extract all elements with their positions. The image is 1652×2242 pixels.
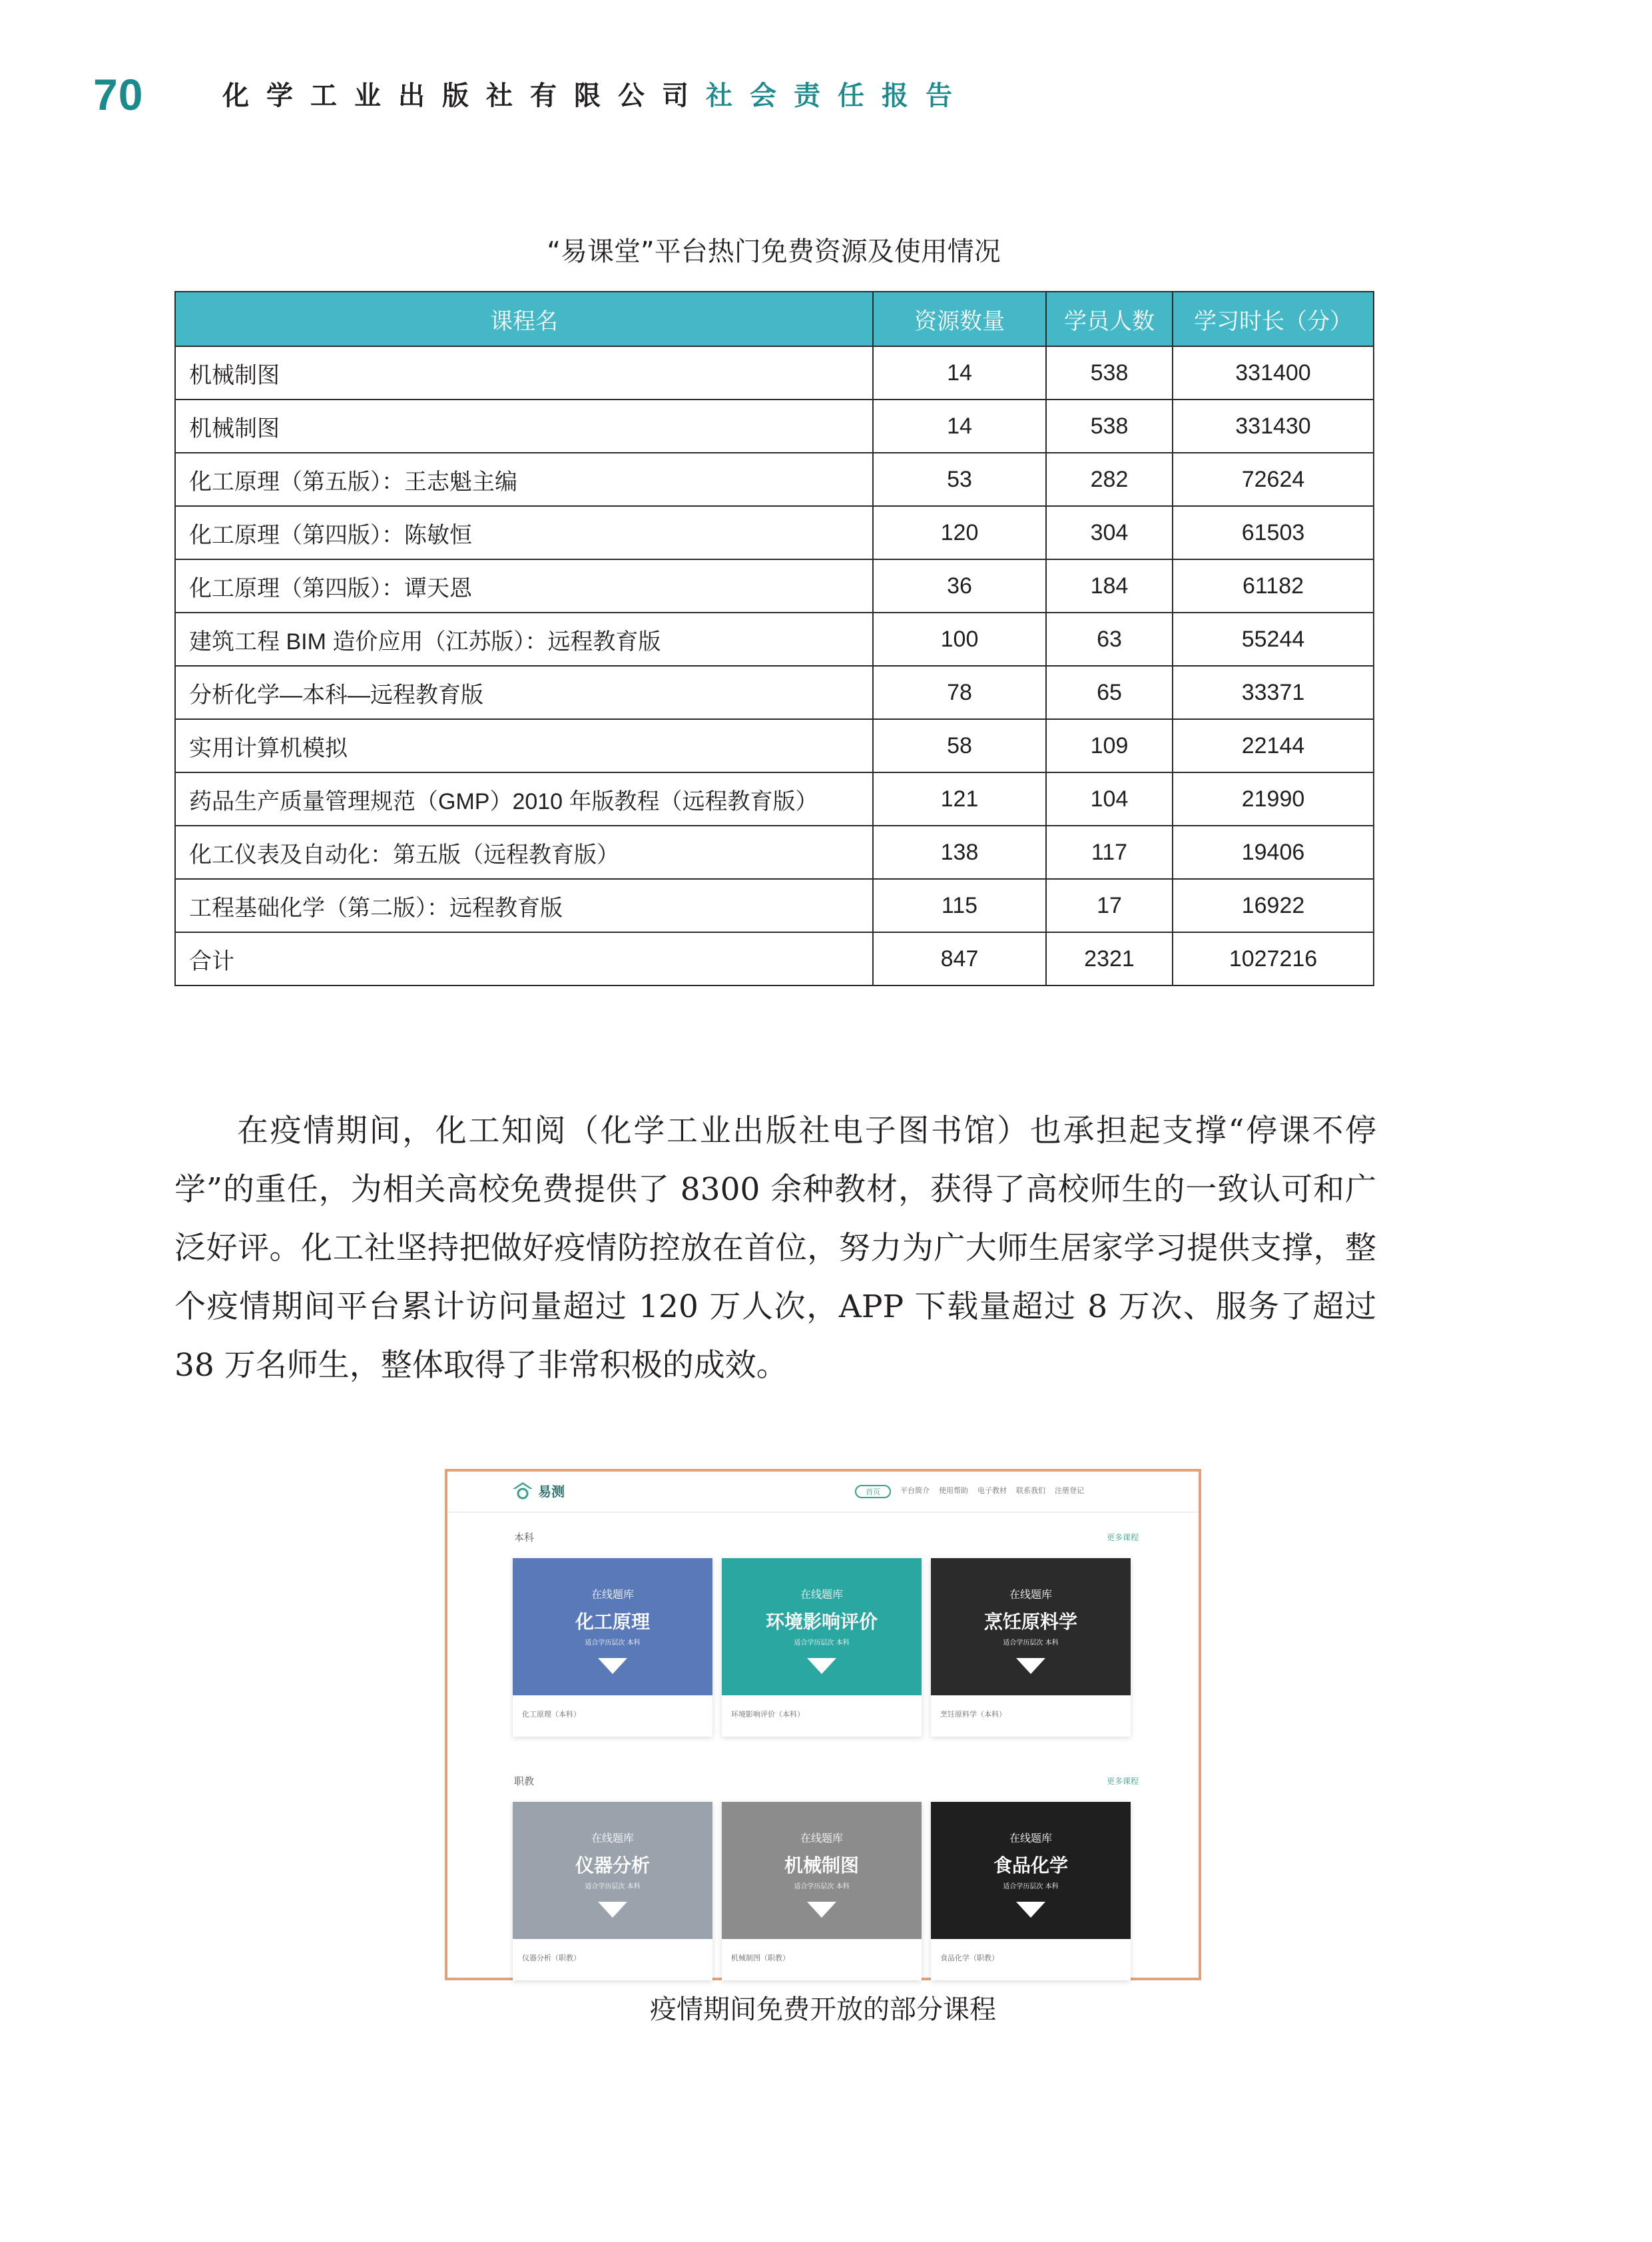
number-cell: 36 xyxy=(873,559,1046,613)
logo-icon xyxy=(511,1481,534,1501)
more-link: 更多课程 xyxy=(1106,1533,1139,1542)
course-name-cell: 化工原理（第五版）：王志魁主编 xyxy=(175,453,873,506)
course-card xyxy=(722,1558,922,1737)
number-cell: 120 xyxy=(873,506,1046,559)
number-cell: 847 xyxy=(873,932,1046,985)
number-cell: 21990 xyxy=(1173,772,1374,826)
table-title: “易课堂”平台热门免费资源及使用情况 xyxy=(547,236,1001,267)
nav-item: 使用帮助 xyxy=(939,1486,968,1495)
section-label: 本科 xyxy=(514,1532,535,1543)
course-card xyxy=(931,1558,1131,1737)
body-text xyxy=(174,1102,1376,1395)
figure-caption: 疫情期间免费开放的部分课程 xyxy=(650,1994,996,2025)
number-cell: 109 xyxy=(1046,719,1173,772)
screenshot-topbar xyxy=(447,1472,1199,1513)
nav-item: 电子教材 xyxy=(977,1486,1007,1495)
resource-table xyxy=(174,291,1374,986)
course-name-cell: 机械制图 xyxy=(175,346,873,400)
course-card-caption: 机械制图（职教） xyxy=(731,1954,790,1962)
table-row xyxy=(175,826,1374,879)
course-name-cell: 化工仪表及自动化：第五版（远程教育版） xyxy=(175,826,873,879)
nav-item: 平台简介 xyxy=(900,1486,930,1495)
course-card-subtitle: 适合学历层次 本科 xyxy=(794,1883,850,1890)
nav-item: 联系我们 xyxy=(1016,1486,1045,1495)
course-name-cell: 工程基础化学（第二版）：远程教育版 xyxy=(175,879,873,932)
logo-text: 易测 xyxy=(538,1484,565,1500)
number-cell: 331430 xyxy=(1173,400,1374,453)
number-cell: 19406 xyxy=(1173,826,1374,879)
number-cell: 1027216 xyxy=(1173,932,1374,985)
course-card-subtitle: 适合学历层次 本科 xyxy=(1003,1883,1059,1890)
course-card-subtitle: 适合学历层次 本科 xyxy=(794,1639,850,1647)
number-cell: 282 xyxy=(1046,453,1173,506)
more-link: 更多课程 xyxy=(1106,1777,1139,1786)
number-cell: 14 xyxy=(873,346,1046,400)
table-row xyxy=(175,346,1374,400)
course-card-title: 机械制图 xyxy=(784,1854,859,1876)
number-cell: 538 xyxy=(1046,346,1173,400)
down-arrow-icon xyxy=(1016,1658,1045,1674)
platform-screenshot xyxy=(445,1469,1201,1980)
number-cell: 138 xyxy=(873,826,1046,879)
number-cell: 121 xyxy=(873,772,1046,826)
course-name-cell: 药品生产质量管理规范（GMP）2010 年版教程（远程教育版） xyxy=(175,772,873,826)
course-card-caption: 化工原理（本科） xyxy=(522,1710,581,1719)
down-arrow-icon xyxy=(1016,1902,1045,1918)
number-cell: 33371 xyxy=(1173,666,1374,719)
table-total-row xyxy=(175,932,1374,985)
course-card-caption: 食品化学（职教） xyxy=(940,1954,999,1962)
down-arrow-icon xyxy=(807,1658,836,1674)
number-cell: 117 xyxy=(1046,826,1173,879)
course-card xyxy=(931,1802,1131,1980)
number-cell: 104 xyxy=(1046,772,1173,826)
number-cell: 65 xyxy=(1046,666,1173,719)
course-name-cell: 建筑工程 BIM 造价应用（江苏版）：远程教育版 xyxy=(175,613,873,666)
nav-item: 注册登记 xyxy=(1055,1486,1084,1495)
course-card-subtitle: 适合学历层次 本科 xyxy=(1003,1639,1059,1647)
running-header xyxy=(222,75,969,113)
screenshot-nav xyxy=(855,1485,1084,1498)
number-cell: 55244 xyxy=(1173,613,1374,666)
down-arrow-icon xyxy=(598,1902,627,1918)
course-card-title: 化工原理 xyxy=(575,1611,650,1633)
number-cell: 61182 xyxy=(1173,559,1374,613)
table-row xyxy=(175,506,1374,559)
number-cell: 61503 xyxy=(1173,506,1374,559)
course-card-title: 烹饪原料学 xyxy=(983,1611,1077,1633)
table-row xyxy=(175,879,1374,932)
number-cell: 115 xyxy=(873,879,1046,932)
table-row xyxy=(175,666,1374,719)
number-cell: 17 xyxy=(1046,879,1173,932)
column-header: 学习时长（分） xyxy=(1173,292,1374,346)
column-header: 学员人数 xyxy=(1046,292,1173,346)
number-cell: 14 xyxy=(873,400,1046,453)
course-card-title: 仪器分析 xyxy=(575,1854,650,1876)
course-name-cell: 实用计算机模拟 xyxy=(175,719,873,772)
page-number: 70 xyxy=(93,70,144,119)
nav-item: 首页 xyxy=(855,1485,891,1498)
course-name-cell: 合计 xyxy=(175,932,873,985)
number-cell: 78 xyxy=(873,666,1046,719)
number-cell: 100 xyxy=(873,613,1046,666)
course-card-badge: 在线题库 xyxy=(1009,1832,1052,1844)
course-name-cell: 化工原理（第四版）：谭天恩 xyxy=(175,559,873,613)
number-cell: 72624 xyxy=(1173,453,1374,506)
section-label: 职教 xyxy=(514,1775,535,1787)
course-card xyxy=(722,1802,922,1980)
down-arrow-icon xyxy=(807,1902,836,1918)
number-cell: 184 xyxy=(1046,559,1173,613)
course-name-cell: 分析化学—本科—远程教育版 xyxy=(175,666,873,719)
table-header-row xyxy=(175,292,1374,346)
number-cell: 538 xyxy=(1046,400,1173,453)
course-card-subtitle: 适合学历层次 本科 xyxy=(585,1639,641,1647)
column-header: 课程名 xyxy=(175,292,873,346)
course-card-caption: 烹饪原料学（本科） xyxy=(940,1710,1006,1719)
table-row xyxy=(175,772,1374,826)
number-cell: 22144 xyxy=(1173,719,1374,772)
header-report: 社会责任报告 xyxy=(706,81,969,111)
body-paragraph: 在疫情期间，化工知阅（化学工业出版社电子图书馆）也承担起支撑“停课不停学”的重任，为相关高校免费提供了 8300 余种教材，获得了高校师生的一致认可和广泛好评。化工社坚持把做好疫情防控放在首位，努力为广大师生居家学习提供支撑，整个疫情期间平台累计访问量超过 120 万人次，APP 下载量超过 8 万次、服务了超过 38 万名师生，整体取得了非常积极的成效。 xyxy=(174,1113,1376,1384)
table-row xyxy=(175,400,1374,453)
number-cell: 2321 xyxy=(1046,932,1173,985)
number-cell: 58 xyxy=(873,719,1046,772)
course-card xyxy=(513,1558,712,1737)
course-card xyxy=(513,1802,712,1980)
down-arrow-icon xyxy=(598,1658,627,1674)
number-cell: 16922 xyxy=(1173,879,1374,932)
number-cell: 304 xyxy=(1046,506,1173,559)
course-card-badge: 在线题库 xyxy=(591,1832,634,1844)
course-card-title: 环境影响评价 xyxy=(765,1611,878,1633)
course-card-subtitle: 适合学历层次 本科 xyxy=(585,1883,641,1890)
table-row xyxy=(175,613,1374,666)
course-card-caption: 仪器分析（职教） xyxy=(522,1954,581,1962)
header-org: 化学工业出版社有限公司 xyxy=(222,81,706,111)
column-header: 资源数量 xyxy=(873,292,1046,346)
course-card-badge: 在线题库 xyxy=(1009,1588,1052,1601)
course-card-badge: 在线题库 xyxy=(800,1588,843,1601)
course-name-cell: 化工原理（第四版）：陈敏恒 xyxy=(175,506,873,559)
table-row xyxy=(175,719,1374,772)
table-row xyxy=(175,559,1374,613)
course-card-caption: 环境影响评价（本科） xyxy=(731,1710,804,1719)
course-name-cell: 机械制图 xyxy=(175,400,873,453)
course-card-title: 食品化学 xyxy=(993,1854,1068,1876)
number-cell: 331400 xyxy=(1173,346,1374,400)
course-card-badge: 在线题库 xyxy=(591,1588,634,1601)
number-cell: 63 xyxy=(1046,613,1173,666)
number-cell: 53 xyxy=(873,453,1046,506)
table-row xyxy=(175,453,1374,506)
course-card-badge: 在线题库 xyxy=(800,1832,843,1844)
